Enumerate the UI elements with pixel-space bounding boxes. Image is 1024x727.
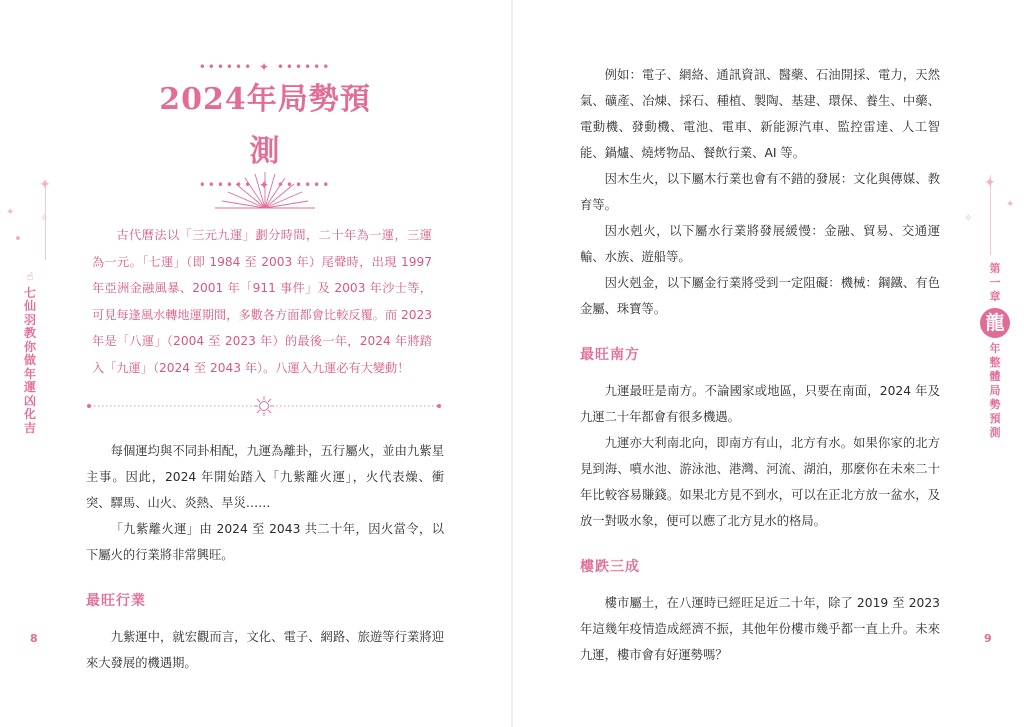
title-ornament-top: •••••• ✦ ••••••: [198, 60, 332, 74]
body-paragraph: 因水剋火，以下屬水行業將發展緩慢：金融、貿易、交通運輸、水族、遊船等。: [580, 224, 940, 264]
sparkle-icon: ✦: [984, 175, 996, 191]
body-paragraph: 九紫運中，就宏觀而言，文化、電子、網路、旅遊等行業將迎來大發展的機遇期。: [86, 630, 444, 670]
intro-paragraph: 古代曆法以「三元九運」劃分時間，二十年為一運，三運為一元。「七運」（即 1984 至 2003 年）尾聲時，出現 1997 年亞洲金融風暴、2001 年「911 事件」及 2003 年沙士等，可見每逢風水轉地運期間，多數各方面都會比較反覆。而 2023 年是「八運」（2004 至 2023 年）的最後一年，2024 年將踏入「九運」（2024 至 2043 年）。八運入九運必有大變動！: [92, 228, 432, 375]
section-heading-property: 樓跌三成: [580, 559, 640, 575]
dragon-badge: 龍: [980, 308, 1010, 338]
chapter-title-vertical: 年整體局勢預測: [989, 342, 1001, 439]
right-body-text: [580, 62, 940, 668]
chapter-label: 第一章: [989, 262, 1001, 303]
body-paragraph: 因火剋金，以下屬金行業將受到一定阻礙：機械：鋼鐵、有色金屬、珠寶等。: [580, 276, 940, 316]
body-paragraph: 例如：電子、網絡、通訊資訊、醫藥、石油開採、電力，天然氣、礦產、冶煉、採石、種植、製陶、基建、環保、養生、中藥、電動機、發動機、電池、電車、新能源汽車、監控雷達、人工智能、鍋爐、燒烤物品、餐飲行業、AI 等。: [580, 68, 940, 160]
body-paragraph: 「九紫離火運」由 2024 至 2043 共二十年，因火當令，以下屬火的行業將非常興旺。: [86, 522, 444, 562]
intro-text: [92, 222, 432, 381]
section-heading-industry: 最旺行業: [86, 593, 146, 609]
title-ornament-bottom: •••••• ✦ ••••••: [198, 178, 332, 192]
body-paragraph: 九運最旺是南方。不論國家或地區，只要在南面，2024 年及九運二十年都會有很多機遇。: [580, 384, 940, 424]
decor-dot: [16, 236, 20, 240]
body-paragraph: 因木生火，以下屬木行業也會有不錯的發展：文化與傳媒、教育等。: [580, 172, 940, 212]
sparkle-icon: ✧: [40, 213, 49, 224]
body-paragraph: 每個運均與不同卦相配，九運為離卦，五行屬火，並由九紫星主事。因此，2024 年開始踏入「九紫離火運」，火代表燥、衝突、驛馬、山火、炎熱、旱災……: [86, 444, 444, 510]
hand-icon: ☝: [26, 270, 34, 283]
book-title-vertical: 七仙羽教你做年運凶化吉: [23, 285, 36, 435]
sunburst-icon: [215, 168, 315, 210]
sparkle-icon: ✦: [1006, 199, 1015, 210]
left-body-text: [86, 438, 444, 676]
page-title: 2024年局勢預測: [159, 82, 371, 169]
sparkle-icon: ✦: [6, 207, 15, 218]
body-paragraph: 九運亦大利南北向，即南方有山，北方有水。如果你家的北方見到海、噴水池、游泳池、港灣、河流、湖泊，那麼你在未來二十年比較容易賺錢。如果北方見不到水，可以在正北方放一盆水，及放一對吸水象，便可以應了北方見水的格局。: [580, 436, 940, 528]
page-number-right: 9: [984, 632, 992, 645]
body-paragraph: 樓市屬土，在八運時已經旺足近二十年，除了 2019 至 2023 年這幾年疫情造成經濟不振，其他年份樓市幾乎都一直上升。未來九運，樓市會有好運勢嗎？: [580, 596, 940, 662]
section-heading-direction: 最旺南方: [580, 347, 640, 363]
section-divider: [86, 396, 442, 416]
sparkle-icon: ✧: [964, 213, 973, 224]
page-number-left: 8: [30, 632, 38, 645]
running-header-left: [22, 270, 38, 435]
running-header-right: [978, 262, 1012, 440]
sparkle-icon: ✦: [39, 177, 51, 193]
